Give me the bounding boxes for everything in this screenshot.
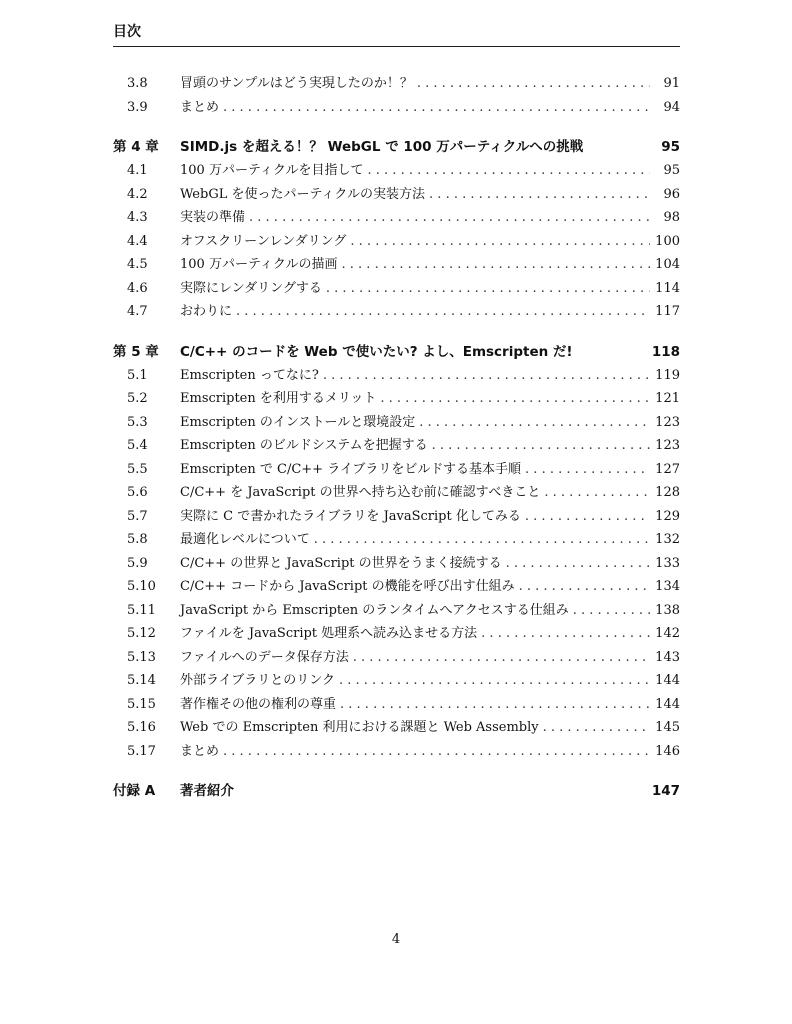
toc-entry-title: ファイルを JavaScript 処理系へ読み込ませる方法 <box>180 626 478 641</box>
toc-entry-number: 5.4 <box>127 438 148 453</box>
toc-entry-4-3[interactable] <box>113 206 680 230</box>
toc-chapter-title: C/C++ のコードを Web で使いたい? よし、Emscripten だ! <box>180 343 573 360</box>
toc-entry-number: 5.3 <box>127 414 148 430</box>
toc-entry-title: Emscripten で C/C++ ライブラリをビルドする基本手順 <box>180 461 522 477</box>
toc-entry-number: 4.3 <box>127 210 148 225</box>
toc-entry-page: 146 <box>655 743 680 759</box>
toc-leader-dots <box>543 716 650 740</box>
toc-entry-title: Emscripten のビルドシステムを把握する <box>180 438 428 453</box>
toc-entry-page: 123 <box>655 438 680 453</box>
toc-entry-5-7[interactable] <box>113 505 680 529</box>
toc-entry-page: 145 <box>655 720 680 735</box>
toc-entry-title: 外部ライブラリとのリンク <box>180 673 335 688</box>
toc-appendix-a[interactable] <box>113 779 680 803</box>
toc-entry-title: まとめ <box>180 743 220 759</box>
toc-entry-number: 5.7 <box>127 508 148 524</box>
toc-entry-5-2[interactable] <box>113 387 680 411</box>
toc-leader-dots <box>353 646 650 670</box>
toc-leader-dots <box>368 159 650 183</box>
toc-chapter-title: 著者紹介 <box>180 783 234 799</box>
toc-entry-4-4[interactable] <box>113 230 680 254</box>
toc-entry-number: 4.6 <box>127 280 148 296</box>
toc-entry-title: 実装の準備 <box>180 210 246 225</box>
toc-leader-dots <box>525 505 650 529</box>
toc-leader-dots <box>481 622 650 646</box>
toc-entry-page: 123 <box>655 414 680 430</box>
toc-entry-5-15[interactable] <box>113 693 680 717</box>
toc-entry-title: Emscripten のインストールと環境設定 <box>180 414 416 430</box>
toc-entry-5-12[interactable] <box>113 622 680 646</box>
toc-entry-page: 138 <box>655 602 680 618</box>
toc-entry-page: 143 <box>655 649 680 665</box>
toc-leader-dots <box>314 528 650 552</box>
toc-entry-page: 119 <box>655 367 680 383</box>
toc-entry-title: 100 万パーティクルを目指して <box>180 163 364 178</box>
toc-leader-dots <box>525 458 650 482</box>
toc-entry-page: 114 <box>655 280 680 296</box>
toc-entry-4-6[interactable] <box>113 277 680 301</box>
toc-entry-page: 94 <box>663 99 680 115</box>
toc-entry-5-6[interactable] <box>113 481 680 505</box>
toc-entry-page: 98 <box>663 210 680 225</box>
toc-entry-number: 4.5 <box>127 257 148 272</box>
toc-entry-title: C/C++ を JavaScript の世界へ持ち込む前に確認すべきこと <box>180 485 541 500</box>
toc-entry-5-17[interactable] <box>113 740 680 764</box>
toc-leader-dots <box>506 552 650 576</box>
toc-entry-5-1[interactable] <box>113 364 680 388</box>
toc-entry-number: 5.9 <box>127 555 148 571</box>
toc-entry-5-11[interactable] <box>113 599 680 623</box>
toc-entry-title: 実際に C で書かれたライブラリを JavaScript 化してみる <box>180 508 521 524</box>
toc-entry-4-1[interactable] <box>113 159 680 183</box>
toc-entry-3-9[interactable] <box>113 96 680 120</box>
toc-entry-title: 冒頭のサンプルはどう実現したのか！？ <box>180 76 413 91</box>
toc-entry-number: 5.1 <box>127 367 148 383</box>
toc-entry-5-13[interactable] <box>113 646 680 670</box>
toc-entry-page: 128 <box>655 485 680 500</box>
toc-entry-3-8[interactable] <box>113 72 680 96</box>
toc-leader-dots <box>223 96 650 120</box>
toc-entry-4-2[interactable] <box>113 183 680 207</box>
toc-entry-number: 5.13 <box>127 649 156 665</box>
toc-entry-number: 4.2 <box>127 186 148 202</box>
toc-entry-number: 4.4 <box>127 233 148 249</box>
toc-entry-number: 4.1 <box>127 163 148 178</box>
toc-entry-page: 129 <box>655 508 680 524</box>
toc-leader-dots <box>419 411 650 435</box>
toc-entry-5-5[interactable] <box>113 458 680 482</box>
toc-leader-dots <box>342 253 650 277</box>
toc-entry-5-10[interactable] <box>113 575 680 599</box>
toc-entry-page: 117 <box>655 304 680 319</box>
toc-entry-number: 5.10 <box>127 579 156 594</box>
toc-chapter-number: 第 5 章 <box>113 343 159 360</box>
toc-leader-dots <box>350 230 650 254</box>
toc-entry-5-9[interactable] <box>113 552 680 576</box>
toc-entry-page: 121 <box>655 391 680 406</box>
toc-entry-5-8[interactable] <box>113 528 680 552</box>
toc-entry-page: 91 <box>663 76 680 91</box>
toc-entry-page: 142 <box>655 626 680 641</box>
toc-entry-page: 133 <box>655 555 680 571</box>
toc-entry-title: C/C++ の世界と JavaScript の世界をうまく接続する <box>180 555 502 571</box>
toc-entry-number: 5.5 <box>127 461 148 477</box>
page-title: 目次 <box>113 24 141 40</box>
toc-entry-5-14[interactable] <box>113 669 680 693</box>
toc-entry-number: 5.17 <box>127 743 156 759</box>
toc-leader-dots <box>249 206 650 230</box>
toc-leader-dots <box>223 740 650 764</box>
toc-entry-number: 5.8 <box>127 532 148 547</box>
toc-entry-title: 著作権その他の権利の尊重 <box>180 696 337 712</box>
toc-leader-dots <box>326 277 650 301</box>
toc-entry-page: 134 <box>655 579 680 594</box>
toc-entry-page: 104 <box>655 257 680 272</box>
toc-entry-5-16[interactable] <box>113 716 680 740</box>
toc-entry-title: WebGL を使ったパーティクルの実装方法 <box>180 186 426 202</box>
toc-entry-title: まとめ <box>180 99 220 115</box>
toc-leader-dots <box>380 387 650 411</box>
toc-chapter-page: 95 <box>661 139 680 155</box>
toc-entry-5-4[interactable] <box>113 434 680 458</box>
toc-entry-page: 132 <box>655 532 680 547</box>
toc-entry-5-3[interactable] <box>113 411 680 435</box>
toc-entry-title: ファイルへのデータ保存方法 <box>180 649 349 665</box>
page-header <box>113 22 680 47</box>
toc-entry-title: 100 万パーティクルの描画 <box>180 257 338 272</box>
toc-leader-dots <box>340 693 650 717</box>
toc-entry-4-5[interactable] <box>113 253 680 277</box>
toc-chapter-number: 付録 A <box>113 783 156 799</box>
toc-leader-dots <box>432 434 650 458</box>
page-number: 4 <box>391 932 401 947</box>
toc-chapter-title: SIMD.js を超える！？ WebGL で 100 万パーティクルへの挑戦 <box>180 139 584 155</box>
toc-entry-number: 5.15 <box>127 696 156 712</box>
toc-entry-number: 5.16 <box>127 720 156 735</box>
toc-entry-number: 5.6 <box>127 485 148 500</box>
toc-entry-title: Emscripten ってなに? <box>180 367 319 383</box>
toc-entry-page: 127 <box>655 461 680 477</box>
toc-entry-title: 最適化レベルについて <box>180 532 310 547</box>
toc-entry-number: 5.11 <box>127 602 156 618</box>
toc-leader-dots <box>339 669 650 693</box>
toc-chapter-page: 118 <box>651 343 680 360</box>
toc-entry-title: オフスクリーンレンダリング <box>180 233 347 249</box>
toc-leader-dots <box>236 300 650 324</box>
toc-entry-title: C/C++ コードから JavaScript の機能を呼び出す仕組み <box>180 579 515 594</box>
toc-chapter-5[interactable] <box>113 340 680 364</box>
toc-entry-title: JavaScript から Emscripten のランタイムへアクセスする仕組み <box>180 602 569 618</box>
toc-entry-page: 144 <box>655 673 680 688</box>
toc-entry-page: 144 <box>655 696 680 712</box>
toc-chapter-number: 第 4 章 <box>113 139 159 155</box>
toc-leader-dots <box>519 575 650 599</box>
toc-entry-title: おわりに <box>180 304 233 319</box>
toc-chapter-4[interactable] <box>113 135 680 159</box>
toc-leader-dots <box>573 599 650 623</box>
toc-leader-dots <box>323 364 650 388</box>
toc-entry-title: 実際にレンダリングする <box>180 280 322 296</box>
toc-entry-title: Emscripten を利用するメリット <box>180 391 377 406</box>
toc-entry-page: 95 <box>663 163 680 178</box>
toc-entry-4-7[interactable] <box>113 300 680 324</box>
toc-entry-page: 96 <box>663 186 680 202</box>
toc-entry-number: 3.9 <box>127 99 148 115</box>
toc-leader-dots <box>429 183 650 207</box>
toc-entry-number: 5.2 <box>127 391 148 406</box>
toc-entry-number: 4.7 <box>127 304 148 319</box>
toc-leader-dots <box>417 72 650 96</box>
table-of-contents <box>113 72 680 803</box>
toc-entry-page: 100 <box>655 233 680 249</box>
toc-entry-number: 5.12 <box>127 626 156 641</box>
toc-entry-number: 5.14 <box>127 673 156 688</box>
toc-entry-number: 3.8 <box>127 76 148 91</box>
toc-entry-title: Web での Emscripten 利用における課題と Web Assembly <box>180 720 539 735</box>
toc-chapter-page: 147 <box>651 783 680 799</box>
toc-leader-dots <box>544 481 650 505</box>
